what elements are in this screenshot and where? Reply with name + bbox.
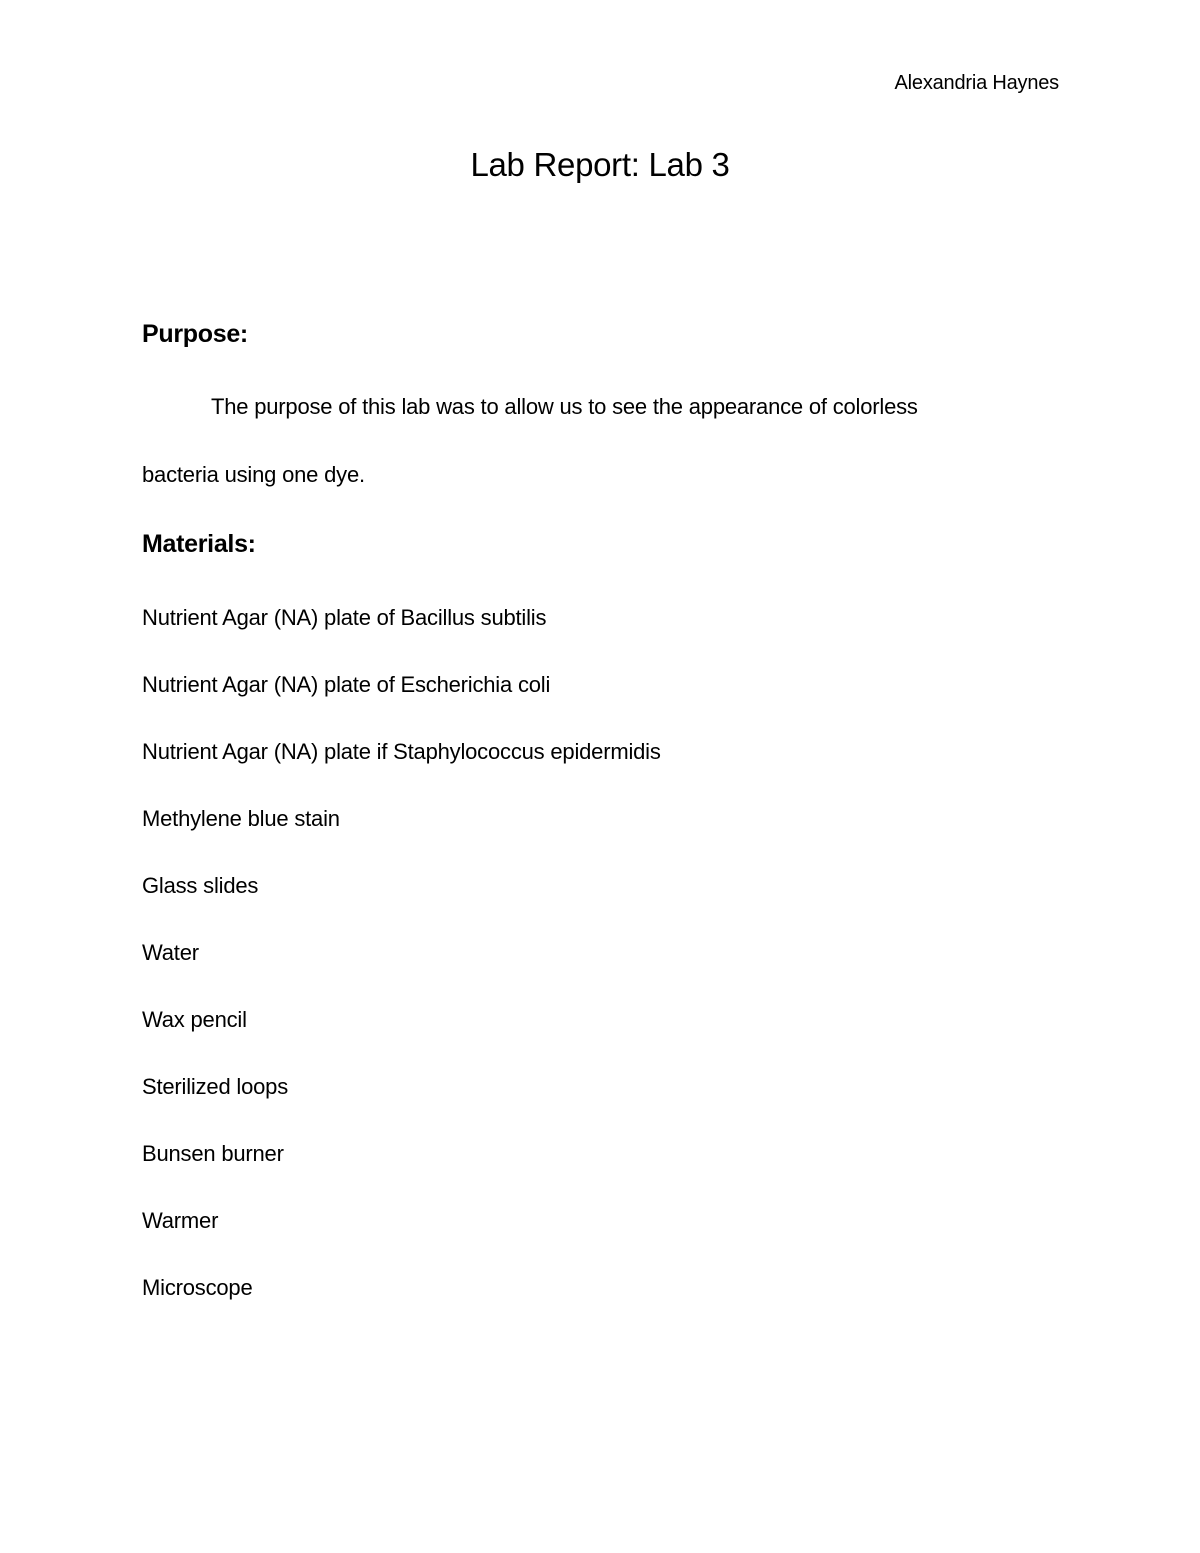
material-item: Nutrient Agar (NA) plate if Staphylococcus epidermidis [142,739,661,764]
material-item: Methylene blue stain [142,806,340,831]
materials-heading: Materials: [142,530,256,558]
page-title: Lab Report: Lab 3 [470,146,730,183]
purpose-text-line-2: bacteria using one dye. [142,462,365,487]
material-item: Nutrient Agar (NA) plate of Escherichia coli [142,672,551,697]
material-item: Nutrient Agar (NA) plate of Bacillus subtilis [142,605,547,630]
author-name: Alexandria Haynes [894,72,1059,94]
material-item: Microscope [142,1275,253,1300]
purpose-heading: Purpose: [142,320,248,348]
purpose-text-line-1: The purpose of this lab was to allow us to see the appearance of colorless [211,394,918,419]
material-item: Glass slides [142,873,259,898]
material-item: Bunsen burner [142,1141,284,1166]
material-item: Warmer [142,1208,219,1233]
material-item: Water [142,940,199,965]
materials-list [142,605,661,1342]
material-item: Wax pencil [142,1007,247,1032]
material-item: Sterilized loops [142,1074,288,1099]
